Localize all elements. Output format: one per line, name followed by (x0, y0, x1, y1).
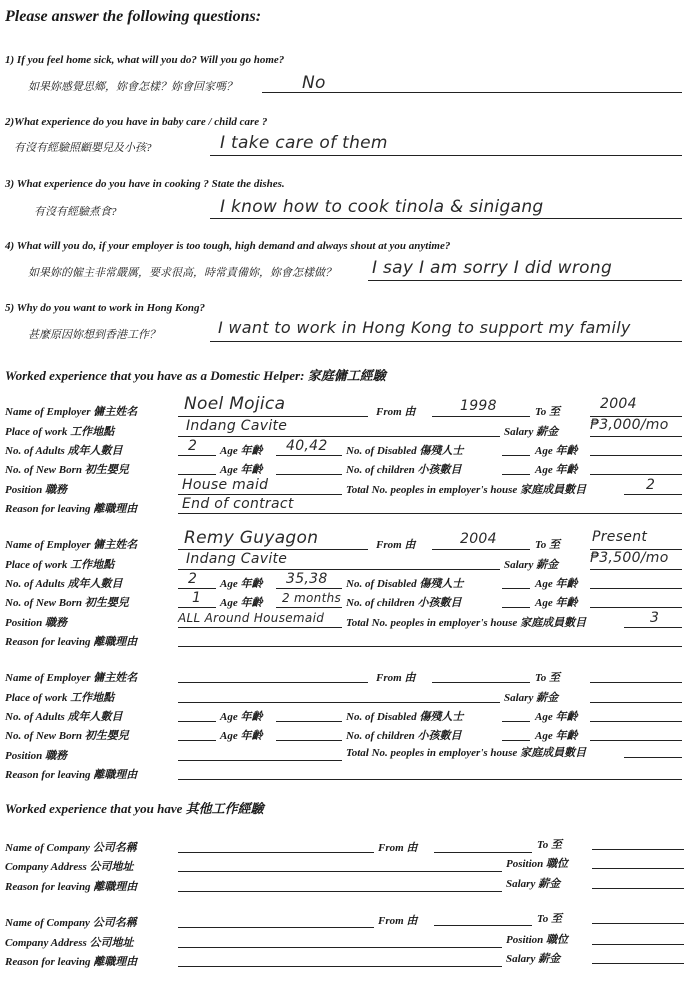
answer-4-line (368, 280, 682, 281)
line-place (178, 569, 500, 570)
label-adults: No. of Adults 成年人數目 (5, 711, 123, 723)
line-employer-name (178, 549, 368, 550)
line-reason (178, 891, 502, 892)
from-field[interactable]: 2004 (460, 531, 497, 547)
line-newborn (178, 474, 216, 475)
label-salary: Salary 薪金 (504, 559, 559, 571)
answer-4-field[interactable]: I say I am sorry I did wrong (372, 258, 613, 278)
label-newborn-age: Age 年齡 (220, 597, 263, 609)
place-of-work-field[interactable]: Indang Cavite (186, 418, 288, 434)
label-salary: Salary 薪金 (506, 878, 561, 890)
label-children-age: Age 年齡 (535, 464, 578, 476)
answer-3-field[interactable]: I know how to cook tinola & sinigang (220, 197, 544, 217)
line-children-age (590, 607, 682, 608)
label-position: Position 職務 (5, 617, 68, 629)
label-newborn-age: Age 年齡 (220, 730, 263, 742)
label-disabled-age: Age 年齡 (535, 445, 578, 457)
answer-3-line (210, 218, 682, 219)
salary-field[interactable]: ₱3,000/mo (590, 417, 669, 433)
label-employer-name: Name of Employer 傭主姓名 (5, 406, 138, 418)
line-address (178, 947, 502, 948)
to-field[interactable]: 2004 (600, 396, 637, 412)
line-reason (178, 779, 682, 780)
line-position (178, 760, 342, 761)
line-children (502, 474, 530, 475)
label-from: From 由 (378, 842, 418, 854)
adults-age-field[interactable]: 40,42 (286, 438, 328, 454)
question-2-text: 2)What experience do you have in baby care / child care ? (5, 116, 268, 128)
to-field[interactable]: Present (592, 529, 648, 545)
label-place-of-work: Place of work 工作地點 (5, 692, 115, 704)
label-salary: Salary 薪金 (504, 426, 559, 438)
line-from (432, 416, 530, 417)
line-total (624, 627, 682, 628)
line-salary (592, 888, 684, 889)
line-to (592, 849, 684, 850)
dh-section-title (5, 365, 386, 384)
line-company-name (178, 852, 374, 853)
question-4-chinese: 如果妳的僱主非常嚴厲，要求很高，時常責備妳，妳會怎樣做？ (28, 267, 336, 279)
label-to: To 至 (535, 672, 560, 684)
other-section-title-en: Worked experience that you have (5, 801, 183, 816)
line-reason (178, 646, 682, 647)
line-adults (178, 455, 216, 456)
label-company-address: Company Address 公司地址 (5, 861, 134, 873)
label-from: From 由 (376, 539, 416, 551)
from-field[interactable]: 1998 (460, 398, 497, 414)
line-adults-age (276, 455, 342, 456)
line-reason (178, 513, 682, 514)
label-newborn: No. of New Born 初生嬰兒 (5, 597, 129, 609)
dh-section-title-en: Worked experience that you have as a Domestic Helper: (5, 368, 305, 383)
question-3-text: 3) What experience do you have in cooking ? State the dishes. (5, 178, 285, 190)
label-position: Position 職務 (5, 484, 68, 496)
line-adults-age (276, 721, 342, 722)
label-to: To 至 (537, 839, 562, 851)
line-disabled-age (590, 721, 682, 722)
line-from (432, 549, 530, 550)
label-total-people: Total No. peoples in employer's house 家庭成員數目 (346, 747, 587, 759)
question-5-chinese: 甚麼原因妳想到香港工作？ (28, 329, 160, 341)
newborn-age-field[interactable]: 2 months (282, 591, 342, 605)
line-position (592, 944, 684, 945)
answer-2-line (210, 155, 682, 156)
label-children: No. of children 小孩數目 (346, 597, 462, 609)
label-adults-age: Age 年齡 (220, 711, 263, 723)
newborn-field[interactable]: 1 (192, 590, 202, 606)
line-salary (590, 569, 682, 570)
other-section-title-zh: 其他工作經驗 (185, 801, 264, 816)
label-adults: No. of Adults 成年人數目 (5, 578, 123, 590)
label-total-people: Total No. peoples in employer's house 家庭成員數目 (346, 617, 587, 629)
label-disabled: No. of Disabled 傷殘人士 (346, 445, 464, 457)
label-children: No. of children 小孩數目 (346, 730, 462, 742)
total-people-field[interactable]: 3 (650, 610, 660, 626)
line-position (592, 868, 684, 869)
label-place-of-work: Place of work 工作地點 (5, 426, 115, 438)
question-3-chinese: 有沒有經驗煮食? (34, 206, 117, 218)
adults-field[interactable]: 2 (188, 571, 198, 587)
line-position (178, 494, 342, 495)
line-employer-name (178, 416, 368, 417)
label-to: To 至 (537, 913, 562, 925)
label-company-name: Name of Company 公司名稱 (5, 917, 137, 929)
position-field[interactable]: House maid (182, 477, 269, 493)
line-reason (178, 966, 502, 967)
place-of-work-field[interactable]: Indang Cavite (186, 551, 288, 567)
label-reason-leaving: Reason for leaving 離職理由 (5, 956, 138, 968)
label-newborn-age: Age 年齡 (220, 464, 263, 476)
adults-age-field[interactable]: 35,38 (286, 571, 328, 587)
line-newborn-age (276, 474, 342, 475)
label-from: From 由 (376, 672, 416, 684)
line-children (502, 740, 530, 741)
label-position: Position 職位 (506, 858, 569, 870)
label-newborn: No. of New Born 初生嬰兒 (5, 464, 129, 476)
line-adults-age (276, 588, 342, 589)
dh-section-title-zh: 家庭傭工經驗 (307, 368, 386, 383)
label-children-age: Age 年齡 (535, 597, 578, 609)
other-section-title (5, 798, 264, 817)
label-disabled-age: Age 年齡 (535, 578, 578, 590)
line-children (502, 607, 530, 608)
label-position: Position 職務 (5, 750, 68, 762)
question-1-text: 1) If you feel home sick, what will you do? Will you go home? (5, 54, 285, 66)
line-salary (590, 702, 682, 703)
label-salary: Salary 薪金 (504, 692, 559, 704)
answer-1-field[interactable]: No (302, 73, 326, 93)
line-salary (592, 963, 684, 964)
line-from (434, 852, 532, 853)
line-newborn (178, 740, 216, 741)
question-4-text: 4) What will you do, if your employer is too tough, high demand and always shout at you anytime? (5, 240, 451, 252)
label-reason-leaving: Reason for leaving 離職理由 (5, 769, 138, 781)
line-total (624, 757, 682, 758)
line-address (178, 871, 502, 872)
label-children-age: Age 年齡 (535, 730, 578, 742)
answer-5-line (210, 341, 682, 342)
label-reason-leaving: Reason for leaving 離職理由 (5, 881, 138, 893)
employer-name-field[interactable]: Remy Guyagon (184, 528, 319, 548)
label-disabled: No. of Disabled 傷殘人士 (346, 578, 464, 590)
label-disabled-age: Age 年齡 (535, 711, 578, 723)
line-disabled-age (590, 588, 682, 589)
label-salary: Salary 薪金 (506, 953, 561, 965)
label-from: From 由 (376, 406, 416, 418)
line-adults (178, 721, 216, 722)
label-total-people: Total No. peoples in employer's house 家庭成員數目 (346, 484, 587, 496)
line-place (178, 436, 500, 437)
reason-leaving-field[interactable]: End of contract (182, 496, 294, 512)
employer-name-field[interactable]: Noel Mojica (184, 394, 286, 414)
line-to (590, 682, 682, 683)
line-employer-name (178, 682, 368, 683)
line-position (178, 627, 342, 628)
line-disabled (502, 721, 530, 722)
question-5-text: 5) Why do you want to work in Hong Kong? (5, 302, 205, 314)
label-adults-age: Age 年齡 (220, 578, 263, 590)
label-position: Position 職位 (506, 934, 569, 946)
answer-2-field[interactable]: I take care of them (220, 133, 388, 153)
line-disabled (502, 588, 530, 589)
line-salary (590, 436, 682, 437)
salary-field[interactable]: ₱3,500/mo (590, 550, 669, 566)
answer-5-field[interactable]: I want to work in Hong Kong to support my family (218, 318, 631, 337)
line-from (434, 925, 532, 926)
label-disabled: No. of Disabled 傷殘人士 (346, 711, 464, 723)
label-to: To 至 (535, 406, 560, 418)
position-field[interactable]: ALL Around Housemaid (178, 611, 325, 625)
line-disabled-age (590, 455, 682, 456)
line-disabled (502, 455, 530, 456)
label-reason-leaving: Reason for leaving 離職理由 (5, 503, 138, 515)
label-adults: No. of Adults 成年人數目 (5, 445, 123, 457)
total-people-field[interactable]: 2 (646, 477, 656, 493)
label-adults-age: Age 年齡 (220, 445, 263, 457)
line-newborn-age (276, 740, 342, 741)
line-to (592, 923, 684, 924)
question-1-chinese: 如果妳感覺思鄉，妳會怎樣？妳會回家嗎？ (28, 81, 237, 93)
adults-field[interactable]: 2 (188, 438, 198, 454)
label-company-address: Company Address 公司地址 (5, 937, 134, 949)
line-children-age (590, 740, 682, 741)
line-from (432, 682, 530, 683)
label-to: To 至 (535, 539, 560, 551)
question-2-chinese: 有沒有經驗照顧嬰兒及小孩? (14, 142, 152, 154)
line-newborn (178, 607, 216, 608)
label-employer-name: Name of Employer 傭主姓名 (5, 672, 138, 684)
label-children: No. of children 小孩數目 (346, 464, 462, 476)
label-company-name: Name of Company 公司名稱 (5, 842, 137, 854)
line-company-name (178, 927, 374, 928)
label-employer-name: Name of Employer 傭主姓名 (5, 539, 138, 551)
form-title: Please answer the following questions: (5, 8, 262, 25)
line-children-age (590, 474, 682, 475)
line-adults (178, 588, 216, 589)
label-reason-leaving: Reason for leaving 離職理由 (5, 636, 138, 648)
label-from: From 由 (378, 915, 418, 927)
label-place-of-work: Place of work 工作地點 (5, 559, 115, 571)
line-total (624, 494, 682, 495)
line-place (178, 702, 500, 703)
line-newborn-age (276, 607, 342, 608)
label-newborn: No. of New Born 初生嬰兒 (5, 730, 129, 742)
